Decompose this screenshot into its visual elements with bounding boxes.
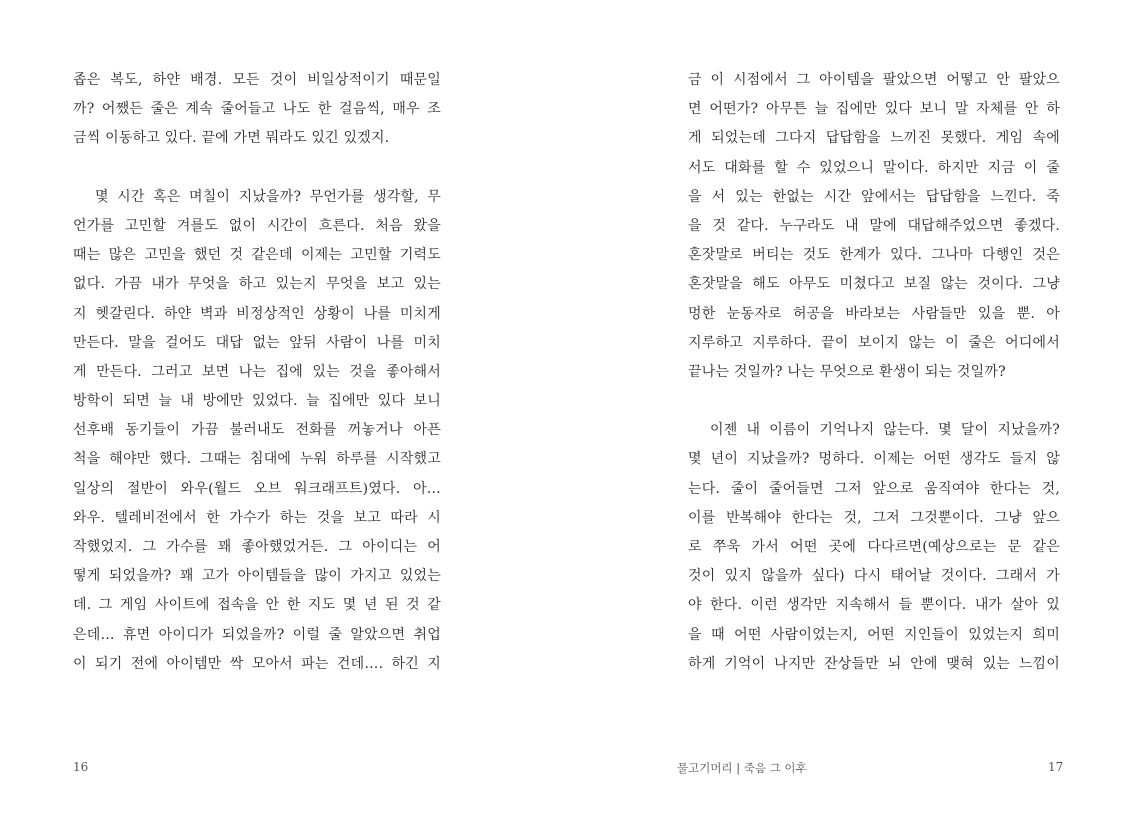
- text-line: 몇 시간 혹은 며칠이 지났을까? 무언가를 생각할, 무: [95, 188, 441, 205]
- text-line: 없다. 가끔 내가 무엇을 하고 있는지 무엇을 보고 있는: [73, 276, 441, 293]
- text-line: 혼잣말로 버티는 것도 한계가 있다. 그나마 다행인 것은: [688, 247, 1060, 264]
- text-line: 이를 반복해야 한다는 것, 그저 그것뿐이다. 그냥 앞으: [688, 509, 1060, 526]
- text-line: 좁은 복도, 하얀 배경. 모든 것이 비일상적이기 때문일: [73, 72, 441, 88]
- text-line: 작했었지. 그 가수를 꽤 좋아했었거든. 그 아이디는 어: [73, 539, 441, 555]
- text-line: 일상의 절반이 와우(월드 오브 워크래프트)였다. 아…: [73, 480, 441, 497]
- text-line: 을 것 같다. 누구라도 내 말에 대답해주었으면 좋겠다.: [688, 217, 1060, 234]
- text-line: 끝나는 것일까? 나는 무엇으로 환생이 되는 것일까?: [688, 363, 1006, 380]
- text-line: 이 되기 전에 아이템만 싹 모아서 파는 건데…. 하긴 지: [73, 655, 441, 672]
- text-line: 하게 기억이 나지만 잔상들만 뇌 안에 맺혀 있는 느낌이: [688, 655, 1060, 672]
- text-line: 멍한 눈동자로 허공을 바라보는 사람들만 있을 뿐. 아: [688, 305, 1060, 322]
- text-line: 게 만든다. 그러고 보면 나는 집에 있는 것을 좋아해서: [73, 363, 441, 380]
- text-line: 데. 그 게임 사이트에 접속을 안 한 지도 몇 년 된 것 같: [73, 597, 441, 614]
- paragraph: [688, 66, 1060, 387]
- text-line: 야 한다. 이런 생각만 지속해서 들 뿐이다. 내가 살아 있: [688, 597, 1060, 614]
- right-page: [561, 0, 1123, 834]
- text-line: 금 이 시점에서 그 아이템을 팔았으면 어떻고 안 팔았으: [688, 72, 1060, 88]
- text-line: 을 서 있는 한없는 시간 앞에서는 답답함을 느낀다. 죽: [688, 188, 1060, 205]
- text-line: 게 되었는데 그다지 답답함을 느끼진 못했다. 게임 속에: [688, 130, 1060, 147]
- text-line: 는다. 줄이 줄어들면 그저 앞으로 움직여야 한다는 것,: [688, 480, 1060, 497]
- text-line: 지 헷갈린다. 하얀 벽과 비정상적인 상황이 나를 미치게: [73, 305, 441, 322]
- text-line: 만든다. 말을 걸어도 대답 없는 앞뒤 사람이 나를 미치: [73, 334, 441, 351]
- text-line: 지루하고 지루하다. 끝이 보이지 않는 이 줄은 어디에서: [688, 334, 1060, 351]
- page-number: 16: [73, 760, 89, 774]
- paragraph-gap: [688, 387, 1060, 416]
- left-page: [0, 0, 561, 834]
- text-line: 을 때 어떤 사람이었는지, 어떤 지인들이 있었는지 희미: [688, 626, 1060, 643]
- text-line: 이젠 내 이름이 기억나지 않는다. 몇 달이 지났을까?: [710, 422, 1060, 439]
- text-line: 선후배 동기들이 가끔 불러내도 전화를 꺼놓거나 아픈: [73, 422, 441, 439]
- text-line: 금씩 이동하고 있다. 끝에 가면 뭐라도 있긴 있겠지.: [73, 130, 390, 147]
- paragraph: [688, 416, 1060, 679]
- text-line: 은데… 휴면 아이디가 되었을까? 이럴 줄 알았으면 취업: [73, 626, 441, 643]
- running-head: 물고기머리 | 죽음 그 이후: [677, 761, 807, 775]
- text-line: 것이 있지 않을까 싶다) 다시 태어날 것이다. 그래서 가: [688, 568, 1060, 585]
- text-line: 까? 어쨌든 줄은 계속 줄어들고 나도 한 걸음씩, 매우 조: [73, 101, 441, 118]
- text-line: 로 쭈욱 가서 어떤 곳에 다다르면(예상으로는 문 같은: [688, 539, 1060, 555]
- paragraph: [73, 66, 441, 154]
- text-line: 방학이 되면 늘 내 방에만 있었다. 늘 집에만 있다 보니: [73, 393, 441, 410]
- text-line: 와우. 텔레비전에서 한 가수가 하는 것을 보고 따라 시: [73, 509, 441, 526]
- text-line: 척을 해야만 했다. 그때는 침대에 누워 하루를 시작했고: [73, 451, 441, 468]
- text-line: 언가를 고민할 겨를도 없이 시간이 흐른다. 처음 왔을: [73, 217, 441, 234]
- paragraph-gap: [73, 154, 441, 183]
- text-line: 서도 대화를 할 수 있었으니 말이다. 하지만 지금 이 줄: [688, 159, 1060, 176]
- text-line: 혼잣말을 해도 아무도 미쳤다고 보질 않는 것이다. 그냥: [688, 276, 1060, 293]
- text-line: 몇 년이 지났을까? 멍하다. 이제는 어떤 생각도 들지 않: [688, 451, 1060, 468]
- page-number: 17: [1048, 760, 1064, 774]
- left-page-body: [73, 66, 441, 679]
- paragraph: [73, 183, 441, 679]
- text-line: 면 어떤가? 아무튼 늘 집에만 있다 보니 말 자체를 안 하: [688, 101, 1060, 118]
- text-line: 때는 많은 고민을 했던 것 같은데 이제는 고민할 기력도: [73, 247, 441, 264]
- text-line: 떻게 되었을까? 꽤 고가 아이템들을 많이 가지고 있었는: [73, 568, 441, 585]
- right-page-body: [688, 66, 1060, 679]
